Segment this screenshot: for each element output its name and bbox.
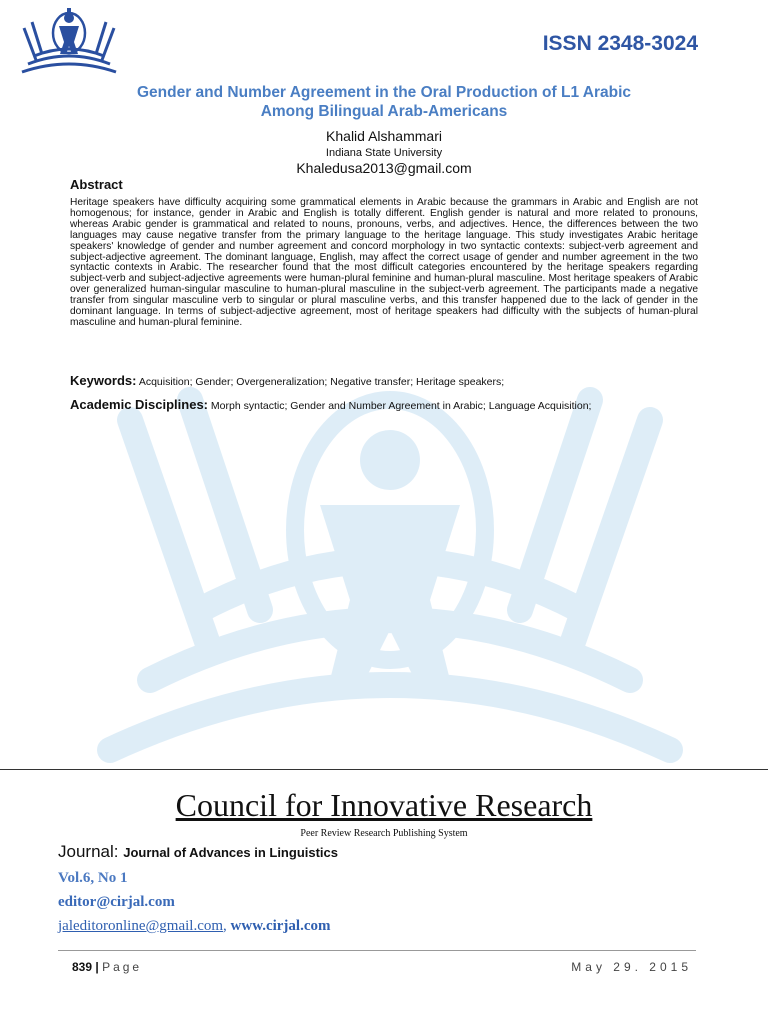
disciplines-text: Morph syntactic; Gender and Number Agreement in Arabic; Language Acquisition; [210, 400, 592, 412]
disciplines-label: Academic Disciplines: [70, 397, 208, 412]
journal-volume: Vol.6, No 1 [58, 870, 128, 886]
footer-divider [58, 950, 696, 951]
page-number: 839 [72, 960, 93, 974]
section-divider [0, 769, 768, 770]
journal-label: Journal: [58, 842, 119, 861]
page-separator: | [92, 960, 99, 974]
keywords-line [70, 373, 710, 388]
journal-logo-icon [14, 8, 124, 80]
issn-number: ISSN 2348-3024 [542, 32, 698, 55]
page-footer [72, 960, 142, 974]
author-email: Khaledusa2013@gmail.com [296, 160, 472, 176]
journal-line [58, 842, 338, 862]
paper-title-line-2: Among Bilingual Arab-Americans [260, 103, 508, 120]
paper-title-line-1: Gender and Number Agreement in the Oral Production of L1 Arabic [136, 84, 632, 101]
contact-email-link[interactable]: jaleditoronline@gmail.com [58, 918, 224, 934]
abstract-text: Heritage speakers have difficulty acquiring some grammatical elements in Arabic because the grammars in Arabic and English are not homogenous; for instance, gender in Arabic and English is totally different. English gender is natural and more related to pronouns, whereas Arabic gender is grammatical and related to nouns, pronouns, verbs, and adjectives. Hence, the differences between the two languages may cause negative transfer from the primary language to the heritage language. This study investigates Arabic heritage speakers' knowledge of gender and number agreement and concord morphology in two syntactic contexts: subject-verb agreement and subject-adjective agreement. The dominant language, English, may affect the correct usage of gender and number agreement in the two syntactic contexts in Arabic. The researcher found that the most difficult categories encountered by the heritage speakers regarding subject-verb and subject-adjective agreements were human-plural feminine and human-plural masculine. Most heritage speakers of Arabic over generalized human-singular masculine to human-plural masculine in the subject-verb agreement. The participants made a negative transfer from singular masculine verb to singular or plural masculine verbs, and this transfer happened due to the lack of gender in the dominant language. In terms of subject-adjective agreement, most of heritage speakers had difficulty with the subjects of human-plural masculine and human-plural feminine. [70, 197, 698, 328]
publication-date: May 29. 2015 [571, 960, 692, 974]
disciplines-line [70, 397, 730, 412]
page-label: Page [102, 960, 143, 974]
contact-separator: , [223, 918, 231, 934]
journal-name: Journal of Advances in Linguistics [123, 845, 338, 860]
author-affiliation: Indiana State University [325, 147, 443, 159]
keywords-label: Keywords: [70, 373, 137, 388]
paper-title [60, 83, 708, 121]
website-link[interactable]: www.cirjal.com [230, 918, 331, 934]
publisher-name: Council for Innovative Research [175, 787, 593, 823]
publisher-tagline: Peer Review Research Publishing System [300, 828, 468, 839]
abstract-heading: Abstract [70, 177, 123, 192]
author-name: Khalid Alshammari [326, 128, 442, 144]
contact-links [58, 918, 331, 935]
keywords-text: Acquisition; Gender; Overgeneralization; Negative transfer; Heritage speakers; [138, 376, 505, 388]
watermark-logo-icon [90, 380, 690, 800]
editor-email[interactable]: editor@cirjal.com [58, 894, 175, 910]
